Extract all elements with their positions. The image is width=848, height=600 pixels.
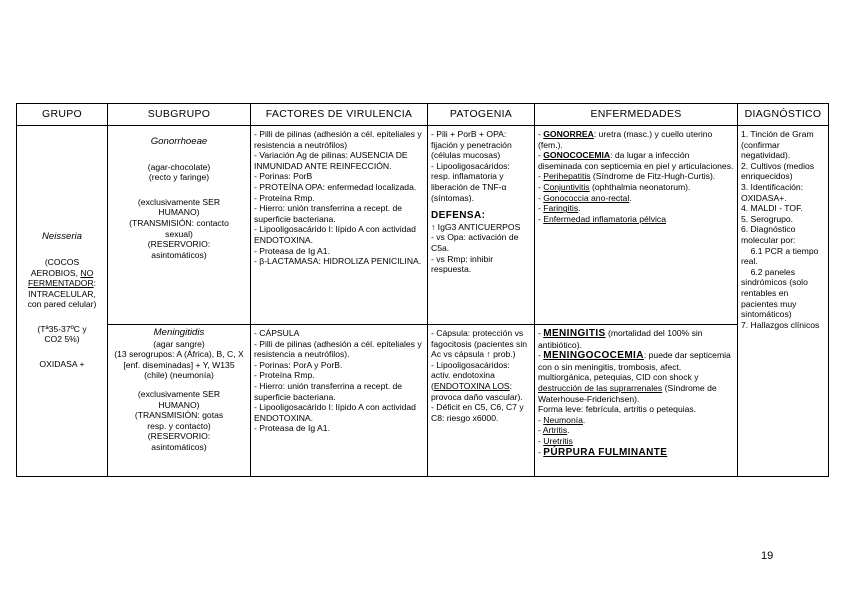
header-enfermedades: ENFERMEDADES <box>535 104 738 126</box>
diagnostico-cell: 1. Tinción de Gram (confirmar negatividad). 2. Cultivos (medios enriquecidos) 3. Identificación: OXIDASA+. 4. MALDI - TOF. 5. Serogrupo. 6. Diagnóstico molecular por: 6.1 PCR a tiempo real. 6.2 paneles sindrómicos (solo rentables en pacientes muy sintomáticos) 7. Hallazgos clínicos <box>738 126 829 477</box>
factores-gonorrhoeae: - Pilli de pilinas (adhesión a cél. epiteliales y resistencia a neutrófilos) - Variación Ag de pilinas: AUSENCIA DE INMUNIDAD ANTE REINFECCIÓN. - Porinas: PorB - PROTEÍNA OPA: enfermedad localizada. - Proteína Rmp. - Hierro: unión transferrina a recept. de superficie bacteriana. - Lipooligosacárido I: lípido A con actividad ENDOTOXINA. - Proteasa de Ig A1. - β-LACTAMASA: HIDROLIZA PENICILINA. <box>251 126 428 325</box>
subgroup-meningitidis: Meningitidis (agar sangre) (13 serogrupos: A (África), B, C, X [enf. diseminadas] + Y, W135 (chile) (neumonía) (exclusivamente SER HUMANO) (TRANSMISIÓN: gotas resp. y contacto) (RESERVORIO: asintomáticos) <box>108 325 251 477</box>
subgroup-gonorrhoeae: Gonorrhoeae (agar-chocolate) (recto y faringe) (exclusivamente SER HUMANO) (TRANSMISIÓN: contacto sexual) (RESERVORIO: asintomáticos) <box>108 126 251 325</box>
patogenia-gonorrhoeae: - Pili + PorB + OPA: fijación y penetración (células mucosas) - Lipooligosacáridos: resp. inflamatoria y liberación de TNF-α (síntomas). DEFENSA: ↑ IgG3 ANTICUERPOS - vs Opa: activación de C5a. - vs Rmp: inhibir respuesta. <box>428 126 535 325</box>
header-row <box>17 104 829 126</box>
oxidasa-label: OXIDASA + <box>39 359 85 370</box>
header-subgrupo: SUBGRUPO <box>108 104 251 126</box>
defensa-title: DEFENSA: <box>431 210 486 222</box>
enfermedades-meningitidis: - MENINGITIS (mortalidad del 100% sin antibiótico). - MENINGOCOCEMIA: puede dar septicemia con o sin meningitis, trombosis, afect. multiorgánica, petequias, CID con shock y destrucción de las suprarrenales (Síndrome de Waterhouse-Friderichsen). Forma leve: febrícula, artritis o petequias. - Neumonía. - Artritis. - Uretritis - PÚRPURA FULMINANTE <box>535 325 738 477</box>
subgroup-name: Meningitidis <box>153 327 205 338</box>
row-meningitidis <box>17 325 829 477</box>
header-factores: FACTORES DE VIRULENCIA <box>251 104 428 126</box>
group-cell: Neisseria (COCOS AEROBIOS, NO FERMENTADOR: INTRACELULAR, con pared celular) (Tª35-37ºC y CO2 5%) OXIDASA + <box>17 126 108 477</box>
factores-meningitidis: - CÁPSULA - Pilli de pilinas (adhesión a cél. epiteliales y resistencia a neutrófilos). - Porinas: PorA y PorB. - Proteína Rmp. - Hierro: unión transferrina a recept. de superficie bacteriana. - Lipooligosacárido I: lípido A con actividad ENDOTOXINA. - Proteasa de Ig A1. <box>251 325 428 477</box>
row-gonorrhoeae <box>17 126 829 325</box>
page-number: 19 <box>761 550 774 562</box>
header-diagnostico: DIAGNÓSTICO <box>738 104 829 126</box>
enfermedades-gonorrhoeae: - GONORREA: uretra (masc.) y cuello uterino (fem.). - GONOCOCEMIA: da lugar a infección diseminada con septicemia en piel y articulaciones. - Perihepatitis (Síndrome de Fitz-Hugh-Curtis). - Conjuntivitis (ophthalmia neonatorum). - Gonococcia ano-rectal. - Faringitis. - Enfermedad inflamatoria pélvica <box>535 126 738 325</box>
group-name: Neisseria <box>42 231 82 243</box>
header-grupo: GRUPO <box>17 104 108 126</box>
neisseria-table <box>16 103 829 477</box>
subgroup-name: Gonorrhoeae <box>150 136 208 147</box>
patogenia-meningitidis: - Cápsula: protección vs fagocitosis (pacientes sin Ac vs cápsula ↑ prob.) - Lipooligosacáridos: activ. endotoxina (ENDOTOXINA LOS: provoca daño vascular). - Déficit en C5, C6, C7 y C8: riesgo x6000. <box>428 325 535 477</box>
header-patogenia: PATOGENIA <box>428 104 535 126</box>
